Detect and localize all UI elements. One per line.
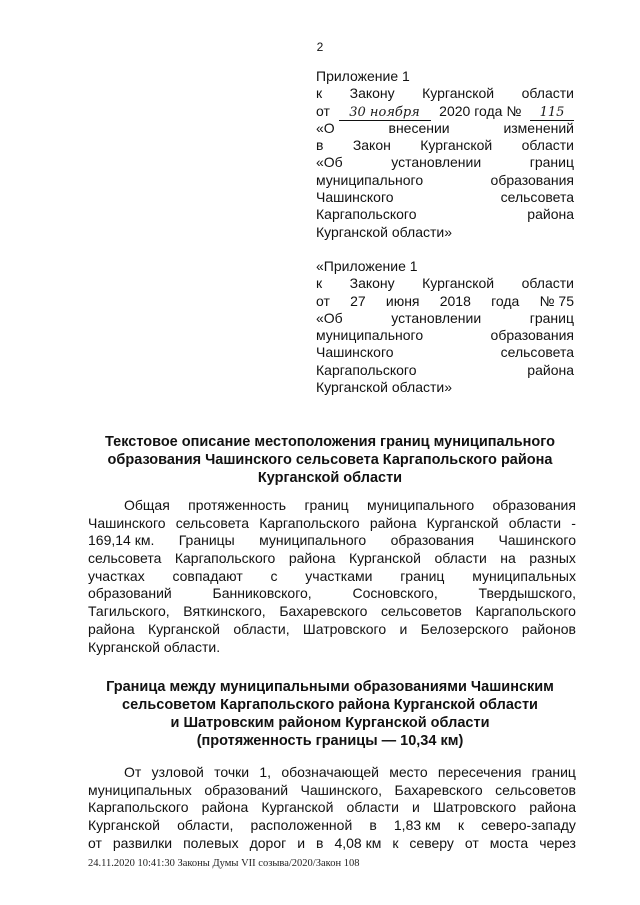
appendix-line	[316, 275, 574, 292]
word: района	[369, 514, 417, 531]
word: северо-западу	[481, 817, 576, 834]
appendix-line	[316, 362, 574, 379]
word: области	[521, 85, 574, 102]
paragraph-2	[88, 764, 576, 852]
word: к	[316, 275, 323, 292]
paragraph-line: Курганской области.	[88, 638, 221, 655]
word: муниципальных	[472, 567, 576, 584]
appendix-line: Приложение 1	[316, 68, 410, 84]
word: в	[316, 834, 324, 851]
word: сельсовета	[88, 550, 162, 567]
word: 2018	[439, 292, 471, 309]
section-title-2	[80, 678, 580, 750]
word: и	[399, 620, 408, 637]
word: области	[521, 275, 574, 292]
appendix-line: Курганской области»	[316, 223, 453, 240]
word: в	[369, 817, 377, 834]
word: Границы	[178, 532, 235, 549]
word: Каргапольского	[316, 361, 417, 378]
word: и	[297, 834, 306, 851]
word: Сосновского,	[352, 585, 438, 602]
word: полевых	[183, 834, 239, 851]
word: района	[201, 799, 249, 816]
word: образования	[490, 171, 574, 188]
word: области,	[233, 620, 290, 637]
appendix-line	[316, 189, 574, 206]
title-line: (протяженность границы — 10,34 км)	[196, 733, 464, 749]
word: совпадают	[172, 567, 243, 584]
word: сельсовета	[175, 514, 250, 531]
word: июня	[385, 292, 420, 309]
word: района	[527, 361, 574, 378]
word: Каргапольского	[475, 603, 576, 620]
word: дорог	[249, 834, 287, 851]
word: от	[316, 292, 330, 309]
word: Курганской	[422, 275, 495, 292]
word: Бахаревского	[279, 603, 368, 620]
paragraph-line	[88, 817, 576, 835]
word: района	[527, 206, 574, 223]
word: Каргапольского	[316, 206, 417, 223]
appendix-line	[316, 154, 574, 171]
word: Чашинского	[88, 514, 166, 531]
word: образования	[390, 532, 475, 549]
word: Каргапольского	[174, 550, 276, 567]
word: с	[270, 567, 278, 584]
word: границ	[529, 309, 574, 326]
word: сельсоветов	[495, 781, 576, 798]
word: района	[88, 620, 135, 637]
word: участках	[88, 567, 145, 584]
appendix-line	[316, 310, 574, 327]
word: Белозерского	[420, 620, 509, 637]
word: Шатровского	[432, 799, 517, 816]
word: на	[500, 550, 516, 567]
word: Закону	[349, 85, 395, 102]
title-line: образования Чашинского сельсовета Каргапольского района	[107, 452, 553, 468]
title-line: Граница между муниципальными образованиями Чашинским	[106, 679, 554, 695]
appendix-line	[316, 120, 574, 137]
word: Каргапольского	[88, 799, 189, 816]
word: Твердышского,	[478, 585, 576, 602]
word: в	[316, 137, 324, 154]
word: к	[457, 817, 464, 834]
word: обозначающей	[281, 764, 379, 780]
word: области,	[177, 817, 234, 834]
appendix-line-date	[316, 103, 574, 120]
word: 169,14 км.	[88, 532, 155, 549]
appendix-text: 2020 года №	[439, 102, 522, 119]
paragraph-line	[88, 585, 576, 603]
word: 1,	[259, 764, 272, 780]
appendix-line	[316, 137, 574, 154]
word: области	[508, 514, 562, 531]
word: 27	[350, 292, 366, 309]
appendix-line	[316, 327, 574, 344]
word: пересечения	[437, 764, 522, 780]
word: районов	[521, 620, 576, 637]
word: Шатровского	[302, 620, 387, 637]
word: Бахаревского	[394, 781, 483, 798]
word: 4,08 км	[334, 834, 382, 851]
word: муниципального	[367, 497, 475, 513]
paragraph-line	[88, 532, 576, 550]
title-line: Текстовое описание местоположения границ муниципального	[105, 434, 555, 450]
word: Чашинского,	[300, 781, 382, 798]
appendix-header-2	[316, 258, 574, 396]
word: через	[539, 834, 576, 851]
word: расположенной	[250, 817, 353, 834]
word: северу	[409, 834, 454, 851]
word: внесении	[388, 119, 450, 136]
appendix-line	[316, 344, 574, 361]
handwritten-date: 30 ноября	[339, 106, 431, 121]
word: сельсовета	[500, 344, 574, 361]
word: границ	[304, 497, 349, 513]
word: От	[124, 764, 142, 780]
appendix-line	[316, 172, 574, 189]
word: участками	[305, 567, 373, 584]
appendix-line: Курганской области»	[316, 379, 453, 396]
paragraph-line	[88, 835, 576, 853]
word: развилки	[112, 834, 173, 851]
word: установлении	[391, 154, 482, 171]
word: «О	[316, 119, 335, 136]
word: Курганской	[426, 514, 499, 531]
paragraph-line	[88, 782, 576, 800]
word: Общая	[124, 497, 170, 513]
word: установлении	[391, 309, 482, 326]
word: образования	[492, 497, 576, 513]
word: муниципального	[316, 327, 424, 344]
appendix-header-1	[316, 68, 574, 241]
paragraph-line	[88, 515, 576, 533]
word: образования	[490, 327, 574, 344]
word: -	[571, 514, 576, 531]
word: района	[288, 550, 336, 567]
word: место	[389, 764, 428, 780]
paragraph-line	[88, 568, 576, 586]
word: 1,83 км	[393, 817, 441, 834]
word: Закону	[349, 275, 395, 292]
paragraph-line	[88, 799, 576, 817]
word: Каргапольского	[259, 514, 360, 531]
word: Банниковского,	[212, 585, 312, 602]
word: Чашинского	[316, 189, 394, 206]
word: и	[412, 799, 420, 816]
word: Курганской	[88, 817, 160, 834]
word: сельсовета	[500, 189, 574, 206]
word: к	[392, 834, 399, 851]
title-line: и Шатровским районом Курганской области	[170, 715, 490, 731]
word: Закон	[352, 137, 391, 154]
word: образований	[204, 781, 289, 798]
handwritten-number: 115	[530, 106, 574, 121]
word: границ	[531, 764, 576, 780]
word: образований	[88, 585, 172, 602]
paragraph-1	[88, 497, 576, 656]
word: Курганской	[261, 799, 334, 816]
title-line: сельсоветом Каргапольского района Курганской области	[122, 697, 538, 713]
word: района	[529, 799, 576, 816]
word: «Об	[316, 309, 343, 326]
word: Чашинского	[316, 344, 394, 361]
word: протяженность	[188, 497, 287, 513]
word: границ	[529, 154, 574, 171]
word: сельсоветов	[381, 603, 462, 620]
word: от	[464, 834, 479, 851]
word: Курганской	[148, 620, 221, 637]
paragraph-line	[88, 550, 576, 568]
appendix-line	[316, 206, 574, 223]
word: Курганской	[420, 137, 493, 154]
word: муниципальных	[88, 781, 192, 798]
word: № 75	[539, 292, 574, 309]
word: разных	[529, 550, 576, 567]
word: от	[88, 834, 102, 851]
word: Чашинского	[498, 532, 576, 549]
section-title-1	[80, 433, 580, 487]
word: области	[521, 137, 574, 154]
word: границ	[400, 567, 445, 584]
title-line: Курганской области	[257, 470, 403, 486]
word: области	[434, 550, 487, 567]
word: узловой	[151, 764, 204, 780]
paragraph-line	[88, 603, 576, 621]
word: «Об	[316, 154, 343, 171]
word: области	[346, 799, 399, 816]
word: точки	[214, 764, 250, 780]
word: муниципального	[316, 171, 424, 188]
appendix-line	[316, 85, 574, 102]
word: Тагильского,	[88, 603, 170, 620]
word: моста	[489, 834, 529, 851]
page-number: 2	[316, 40, 324, 54]
appendix-text: от	[316, 102, 330, 119]
paragraph-line	[88, 621, 576, 639]
footer-stamp: 24.11.2020 10:41:30 Законы Думы VII созыва/2020/Закон 108	[88, 858, 360, 869]
word: изменений	[503, 119, 574, 136]
word: Курганской	[422, 85, 495, 102]
word: Курганской	[348, 550, 421, 567]
appendix-line: «Приложение 1	[316, 258, 418, 274]
paragraph-line	[88, 764, 576, 782]
word: года	[491, 292, 520, 309]
word: к	[316, 85, 323, 102]
paragraph-line	[88, 497, 576, 515]
word: муниципального	[259, 532, 367, 549]
appendix-line	[316, 293, 574, 310]
word: Вяткинского,	[183, 603, 266, 620]
